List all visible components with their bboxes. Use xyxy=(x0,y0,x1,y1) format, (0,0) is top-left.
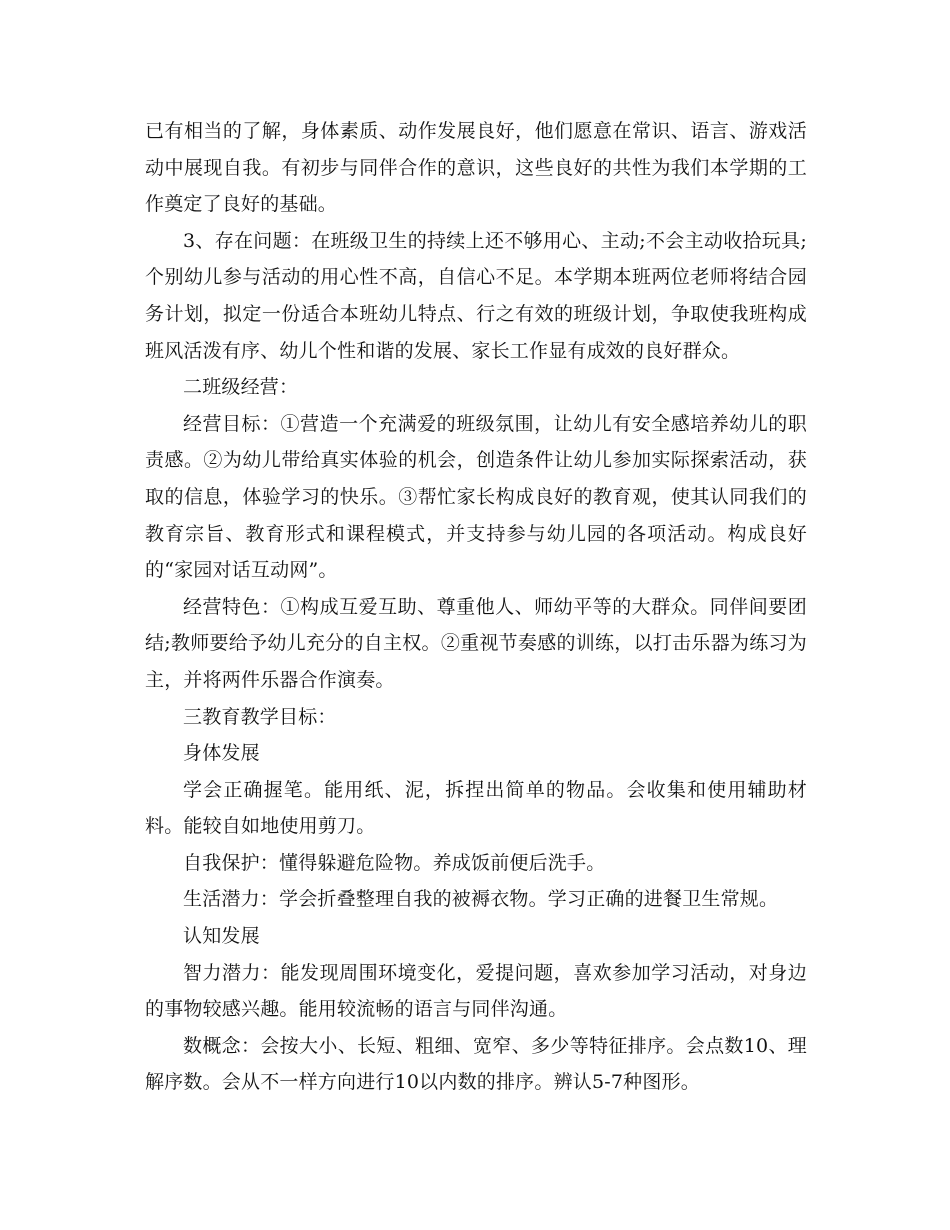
paragraph-existing-problems: 3、存在问题：在班级卫生的持续上还不够用心、主动;不会主动收拾玩具;个别幼儿参与活动的用心性不高，自信心不足。本学期本班两位老师将结合园务计划，拟定一份适合本班幼儿特点、行之有效的班级计划，争取使我班构成班风活泼有序、幼儿个性和谐的发展、家长工作显有成效的良好群众。 xyxy=(145,229,807,362)
heading-class-management: 二班级经营： xyxy=(183,376,299,399)
paragraph-intro-continuation: 已有相当的了解，身体素质、动作发展良好，他们愿意在常识、语言、游戏活动中展现自我。有初步与同伴合作的意识，这些良好的共性为我们本学期的工作奠定了良好的基础。 xyxy=(145,120,807,216)
heading-physical-development: 身体发展 xyxy=(183,742,260,765)
paragraph-intellectual-ability: 智力潜力：能发现周围环境变化，爱提问题，喜欢参加学习活动，对身边的事物较感兴趣。能用较流畅的语言与同伴沟通。 xyxy=(145,961,807,1021)
paragraph-fine-motor-skills: 学会正确握笔。能用纸、泥，拆捏出简单的物品。会收集和使用辅助材料。能较自如地使用剪刀。 xyxy=(145,778,807,838)
paragraph-management-goals: 经营目标：①营造一个充满爱的班级氛围，让幼儿有安全感培养幼儿的职责感。②为幼儿带给真实体验的机会，创造条件让幼儿参加实际探索活动，获取的信息，体验学习的快乐。③帮忙家长构成良好的教育观，使其认同我们的教育宗旨、教育形式和课程模式，并支持参与幼儿园的各项活动。构成良好的“家园对话互动网”。 xyxy=(145,412,807,582)
paragraph-management-features: 经营特色：①构成互爱互助、尊重他人、师幼平等的大群众。同伴间要团结;教师要给予幼儿充分的自主权。②重视节奏感的训练，以打击乐器为练习为主，并将两件乐器合作演奏。 xyxy=(145,595,807,691)
heading-teaching-goals: 三教育教学目标： xyxy=(183,705,337,728)
paragraph-life-skills: 生活潜力：学会折叠整理自我的被褥衣物。学习正确的进餐卫生常规。 xyxy=(183,888,779,911)
paragraph-number-concepts: 数概念：会按大小、长短、粗细、宽窄、多少等特征排序。会点数10、理解序数。会从不一样方向进行10以内数的排序。辨认5-7种图形。 xyxy=(145,1034,807,1094)
document-body xyxy=(145,113,807,1101)
heading-cognitive-development: 认知发展 xyxy=(183,925,260,948)
paragraph-self-protection: 自我保护：懂得躲避危险物。养成饭前便后洗手。 xyxy=(183,851,606,874)
